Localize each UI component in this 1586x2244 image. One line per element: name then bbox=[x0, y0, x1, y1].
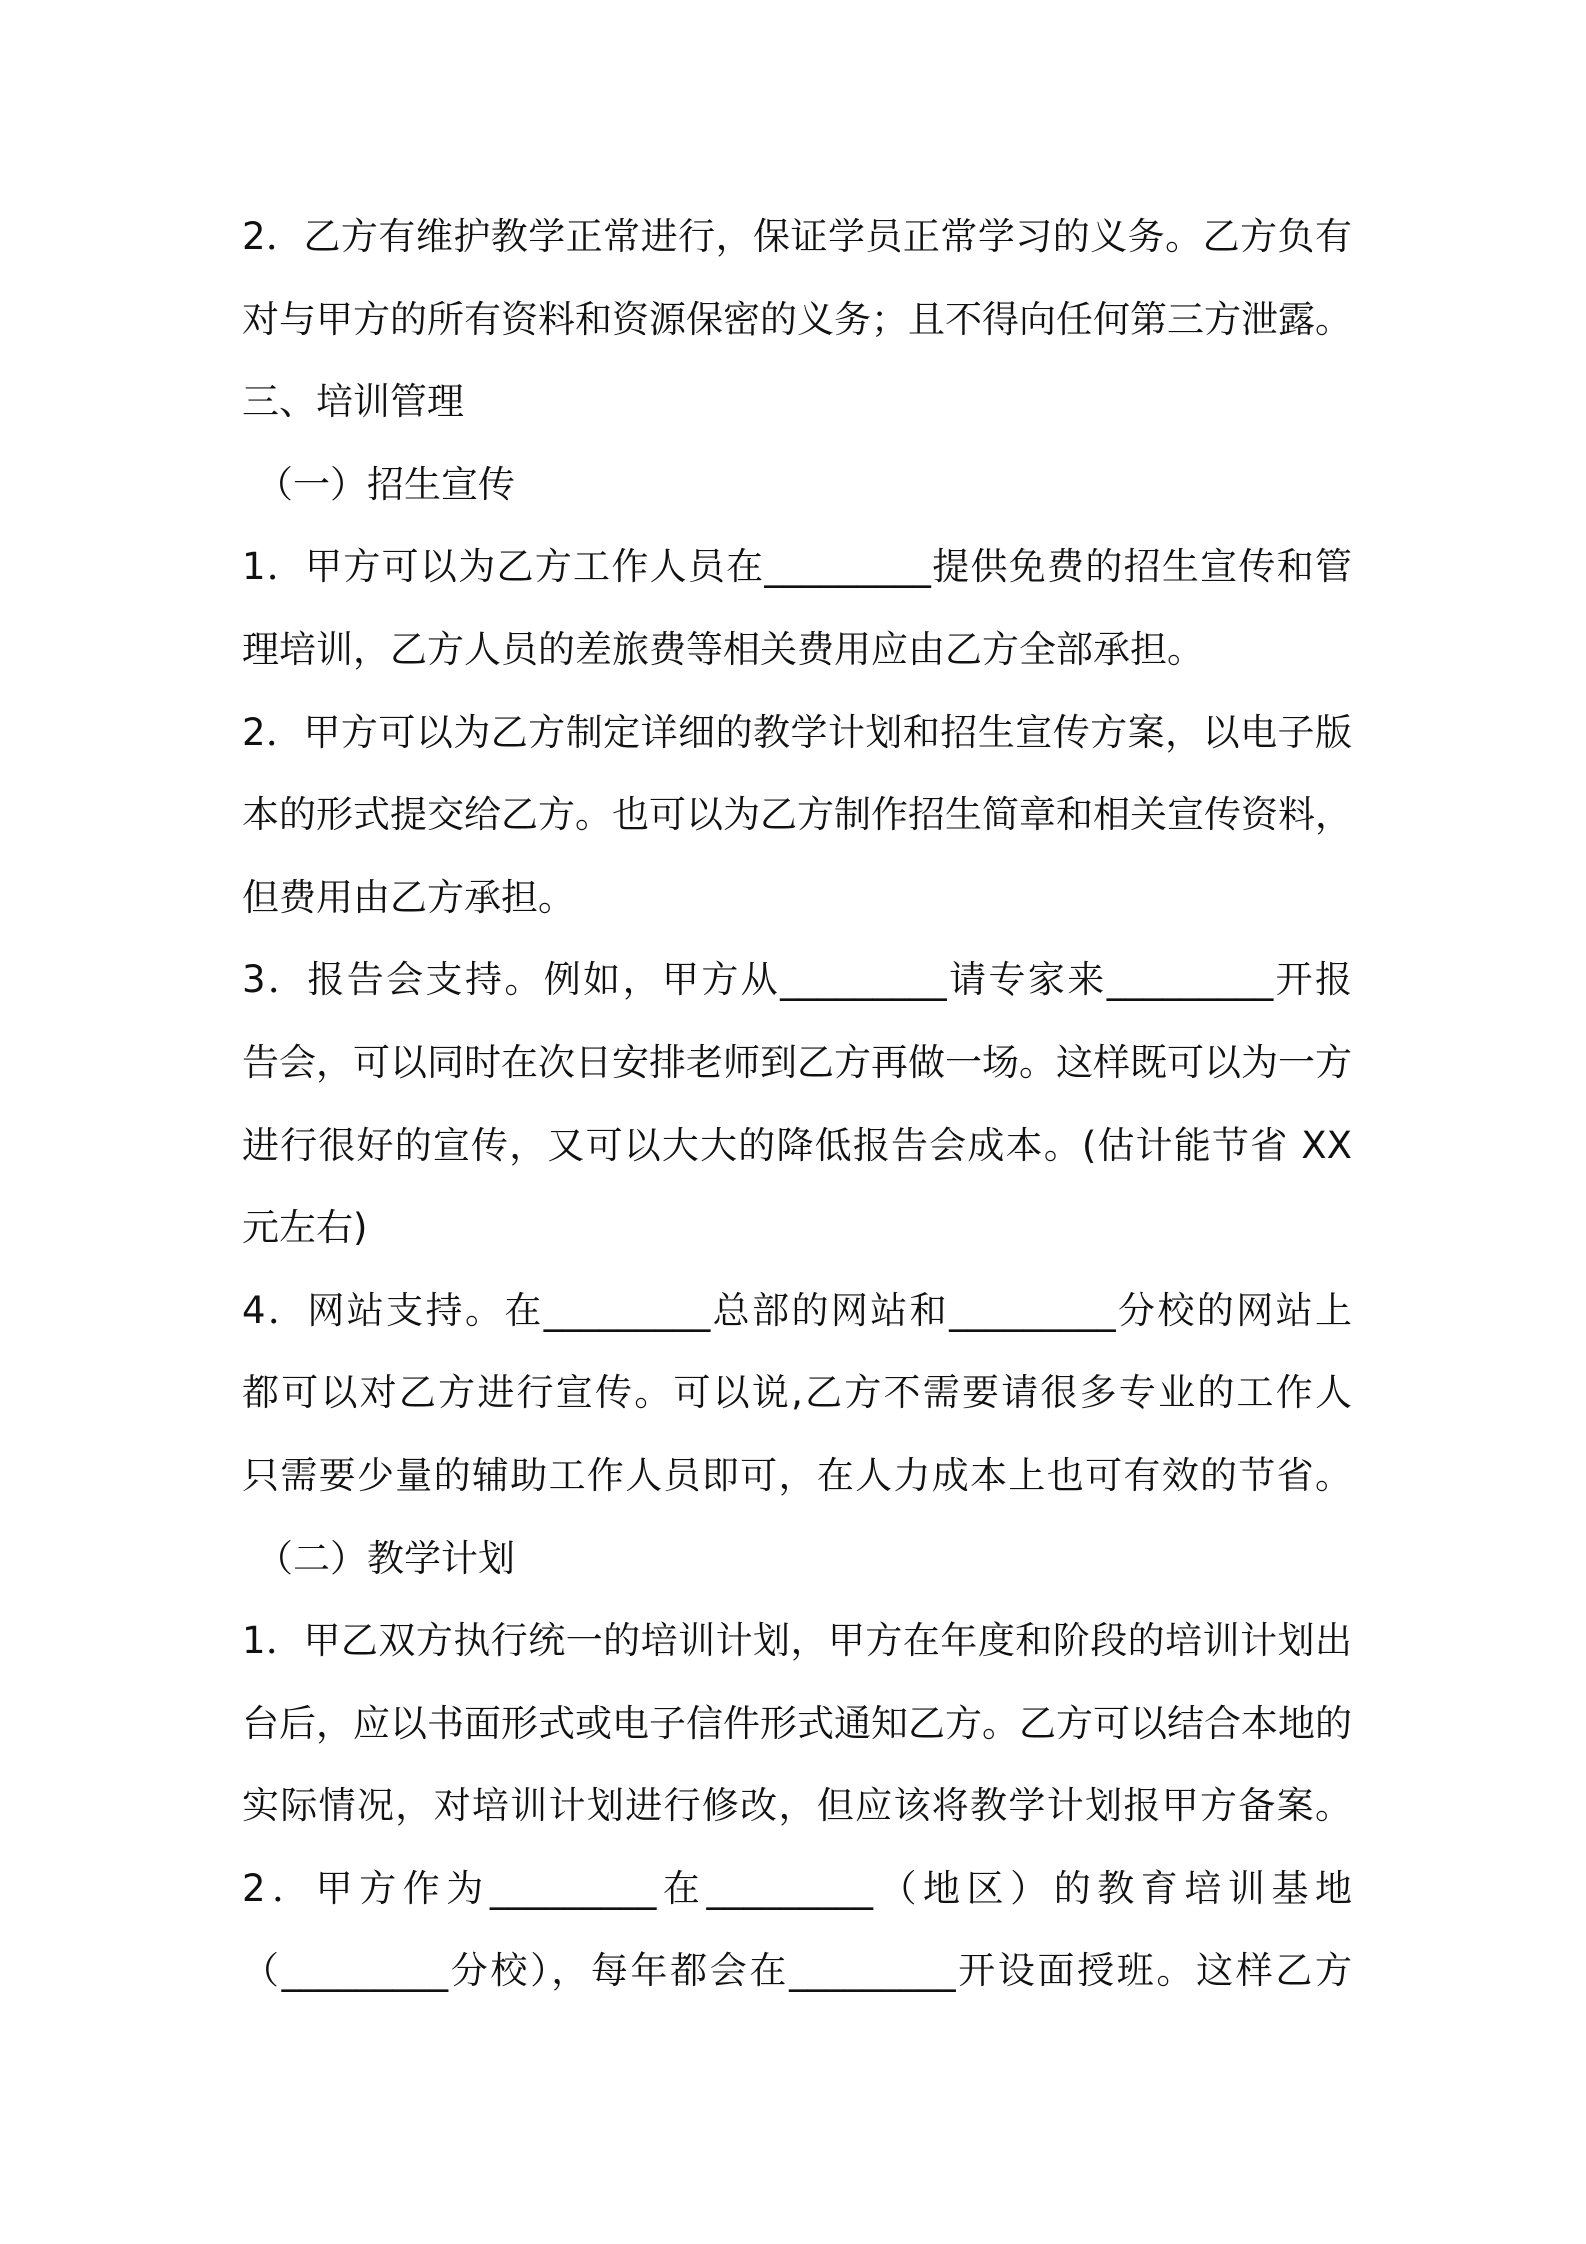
paragraph-line-14: 4．网站支持。在_________总部的网站和_________分校的网站上 bbox=[242, 1288, 1352, 1332]
paragraph-line-20: 实际情况，对培训计划进行修改，但应该将教学计划报甲方备案。 bbox=[242, 1784, 1352, 1828]
paragraph-line-2: 对与甲方的所有资料和资源保密的义务；且不得向任何第三方泄露。 bbox=[242, 297, 1352, 341]
paragraph-line-5: 1．甲方可以为乙方工作人员在_________提供免费的招生宣传和管 bbox=[242, 545, 1352, 589]
paragraph-line-7: 2．甲方可以为乙方制定详细的教学计划和招生宣传方案，以电子版 bbox=[242, 710, 1352, 754]
paragraph-line-13: 元左右) bbox=[242, 1206, 368, 1250]
paragraph-line-8: 本的形式提交给乙方。也可以为乙方制作招生简章和相关宣传资料， bbox=[242, 793, 1352, 837]
section-heading-training-management: 三、培训管理 bbox=[242, 380, 464, 424]
paragraph-line-1: 2．乙方有维护教学正常进行，保证学员正常学习的义务。乙方负有 bbox=[242, 215, 1352, 258]
paragraph-line-18: 1．甲乙双方执行统一的培训计划，甲方在年度和阶段的培训计划出 bbox=[242, 1619, 1352, 1663]
paragraph-line-19: 台后，应以书面形式或电子信件形式通知乙方。乙方可以结合本地的 bbox=[242, 1701, 1352, 1745]
subsection-heading-recruitment: （一）招生宣传 bbox=[256, 462, 515, 506]
paragraph-line-16: 只需要少量的辅助工作人员即可，在人力成本上也可有效的节省。 bbox=[242, 1453, 1352, 1497]
paragraph-line-9: 但费用由乙方承担。 bbox=[242, 875, 575, 919]
subsection-heading-teaching-plan: （二）教学计划 bbox=[256, 1536, 515, 1580]
paragraph-line-22: （_________分校），每年都会在_________开设面授班。这样乙方 bbox=[242, 1949, 1352, 1993]
paragraph-line-10: 3．报告会支持。例如，甲方从_________请专家来_________开报 bbox=[242, 958, 1352, 1002]
paragraph-line-6: 理培训，乙方人员的差旅费等相关费用应由乙方全部承担。 bbox=[242, 627, 1204, 671]
paragraph-line-15: 都可以对乙方进行宣传。可以说,乙方不需要请很多专业的工作人 bbox=[242, 1371, 1352, 1415]
paragraph-line-12: 进行很好的宣传，又可以大大的降低报告会成本。(估计能节省 XX bbox=[242, 1123, 1352, 1167]
document-body bbox=[242, 196, 1352, 2013]
paragraph-line-21: 2．甲方作为_________在_________（地区）的教育培训基地 bbox=[242, 1866, 1352, 1910]
paragraph-line-11: 告会，可以同时在次日安排老师到乙方再做一场。这样既可以为一方 bbox=[242, 1040, 1352, 1084]
